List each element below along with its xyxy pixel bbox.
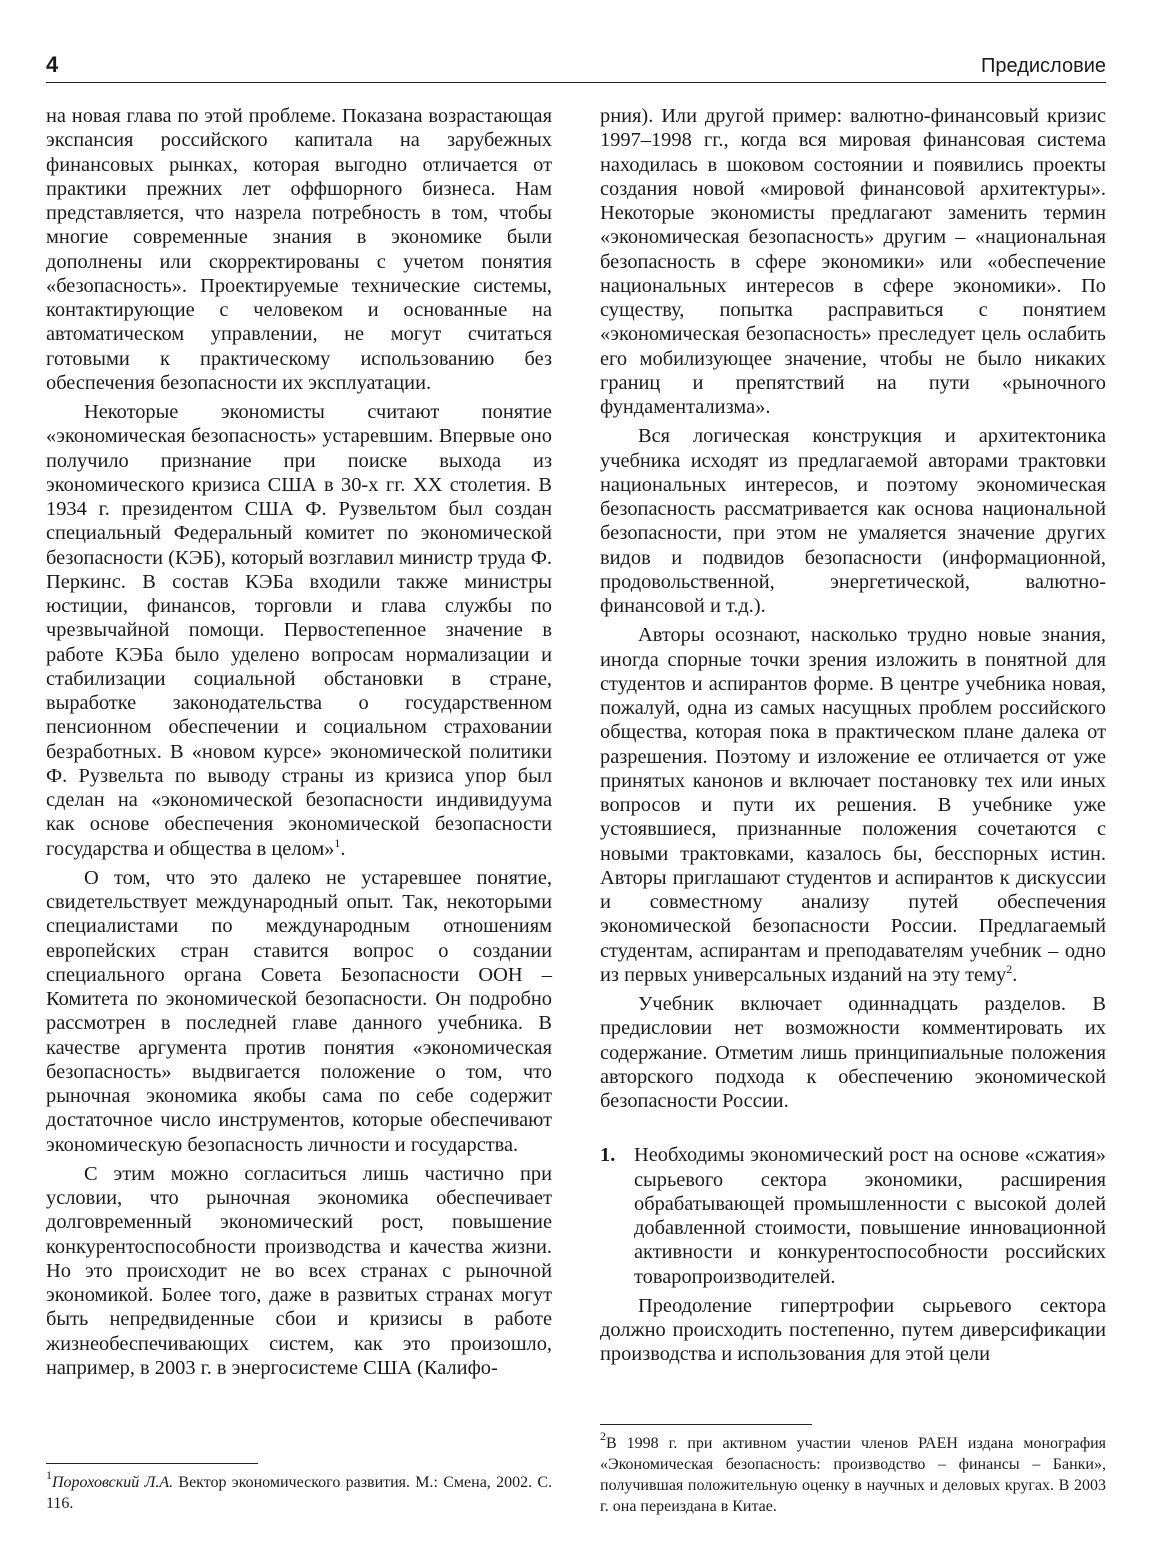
left-column [46, 104, 552, 1385]
paragraph: О том, что это далеко не устаревшее понятие, свидетельствует международный опыт. Так, некоторыми специалистами по международным отношениям европейских стран ставится вопрос о создании специального органа Совета Безопасности ООН – Комитета по экономической безопасности. Он подробно рассмотрен в последней главе данного учебника. В качестве аргумента против понятия «экономическая безопасность» выдвигается положение о том, что рыночная экономика якобы сама по себе содержит достаточное число инструментов, которые обеспечивают экономическую безопасность личности и государства. [46, 866, 552, 1156]
footnote-author: Пороховский Л.А. [52, 1474, 174, 1491]
paragraph-text: Некоторые экономисты считают понятие «экономическая безопасность» устаревшим. Впервые оно получило признание при поиске выхода из экономического кризиса США в 30-х гг. XX столетия. В 1934 г. президентом США Ф. Рузвельтом был создан специальный Федеральный комитет по экономической безопасности (КЭБ), который возглавил министр труда Ф. Перкинс. В состав КЭБа входили также министры юстиции, финансов, торговли и глава службы по чрезвычайной помощи. Первостепенное значение в работе КЭБа было уделено вопросам нормализации и стабилизации социальной обстановки в стране, выработке законодательства о государственном пенсионном обеспечении и социальном страховании безработных. В «новом курсе» экономической политики Ф. Рузвельта по выводу страны из кризиса упор был сделан на «экономической безопасности индивидуума как основе обеспечения экономической безопасности государства и общества в целом» [46, 401, 552, 860]
page-header [46, 52, 1106, 83]
paragraph: Учебник включает одиннадцать разделов. В предисловии нет возможности комментировать их содержание. Отметим лишь принципиальные положения авторского подхода к обеспечению экономической безопасности России. [600, 993, 1106, 1112]
list-number: 1. [600, 1144, 616, 1167]
paragraph: рния). Или другой пример: валютно-финансовый кризис 1997–1998 гг., когда вся мировая финансовая система находилась в шоковом состоянии и появились проекты создания новой «мировой финансовой архитектуры». Некоторые экономисты предлагают заменить термин «экономическая безопасность» другим – «национальная безопасность в сфере экономики» или «обеспечение национальных интересов в сфере экономики». По существу, попытка расправиться с понятием «экономическая безопасность» преследует цель ослабить его мобилизующее значение, чтобы не было никаких границ и препятствий на пути «рыночного фундаментализма». [600, 105, 1106, 418]
numbered-list-item [600, 1143, 1106, 1289]
footnote-ref: 1 [334, 835, 341, 850]
footnote-1 [46, 1468, 552, 1514]
footnote-mark: 1 [46, 1468, 52, 1482]
footnote-ref: 2 [1006, 961, 1013, 976]
footnote-divider [46, 1463, 258, 1464]
paragraph: на новая глава по этой проблеме. Показана возрастающая экспансия российского капитала на зарубежных финансовых рынках, которая выгодно отличается от практики прежних лет оффшорного бизнеса. Нам представляется, что назрела потребность в том, чтобы многие современные знания в экономике были дополнены или скорректированы с учетом понятия «безопасность». Проектируемые технические системы, контактирующие с человеком и основанные на автоматическом управлении, не могут считаться готовыми к практическому использованию без обеспечения безопасности их эксплуатации. [46, 105, 552, 394]
paragraph: Вся логическая конструкция и архитектоника учебника исходят из предлагаемой авторами трактовки национальных интересов, и поэтому экономическая безопасность рассматривается как основа национальной безопасности, при этом не умаляется значение других видов и подвидов безопасности (информационной, продовольственной, энергетической, валютно-финансовой и т.д.). [600, 425, 1106, 617]
footnote-text: Вектор экономического развития. М.: Смена, 2002. С. 116. [46, 1474, 552, 1512]
running-head: Предисловие [981, 55, 1106, 77]
footnote-divider [600, 1424, 812, 1425]
paragraph [600, 623, 1106, 987]
footnote-text: В 1998 г. при активном участии членов РАЕН издана монография «Экономическая безопасность: производство – финансы – Банки», получившая положительную оценку в научных и деловых кругах. В 2003 г. она переиздана в Китае. [600, 1435, 1106, 1515]
paragraph: С этим можно согласиться лишь частично при условии, что рыночная экономика обеспечивает долговременный экономический рост, повышение конкурентоспособности производства и качества жизни. Но это происходит не во всех странах с рыночной экономикой. Более того, даже в развитых странах могут быть непредвиденные сбои и кризисы в работе жизнеобеспечивающих систем, как это произошло, например, в 2003 г. в энергосистеме США (Калифо- [46, 1162, 552, 1379]
paragraph [46, 400, 552, 861]
paragraph: Преодоление гипертрофии сырьевого сектора должно происходить постепенно, путем диверсификации производства и использования для этой цели [600, 1294, 1106, 1366]
right-column [600, 104, 1106, 1372]
paragraph-text: Авторы осознают, насколько трудно новые знания, иногда спорные точки зрения изложить в понятной для студентов и аспирантов форме. В центре учебника новая, пожалуй, одна из самых насущных проблем российского общества, которая пока в практическом плане далека от разрешения. Поэтому и изложение ее отличается от уже принятых канонов и включает постановку тех или иных вопросов и пути их решения. В учебнике уже устоявшиеся, признанные положения сочетаются с новыми трактовками, казалось бы, бесспорных истин. Авторы приглашают студентов и аспирантов к дискуссии и совместному анализу путей обеспечения экономической безопасности России. Предлагаемый студентам, аспирантам и преподавателям учебник – одно из первых универсальных изданий на эту тему [600, 624, 1106, 986]
footnote-mark: 2 [600, 1429, 606, 1443]
footnote-2 [600, 1429, 1106, 1517]
paragraph-end: . [340, 837, 346, 860]
paragraph-end: . [1012, 963, 1018, 986]
list-item-text: Необходимы экономический рост на основе «сжатия» сырьевого сектора экономики, расширения обрабатывающей промышленности с высокой долей добавленной стоимости, повышение инновационной активности и конкурентоспособности российских товаропроизводителей. [634, 1144, 1106, 1288]
page-number: 4 [46, 52, 59, 77]
